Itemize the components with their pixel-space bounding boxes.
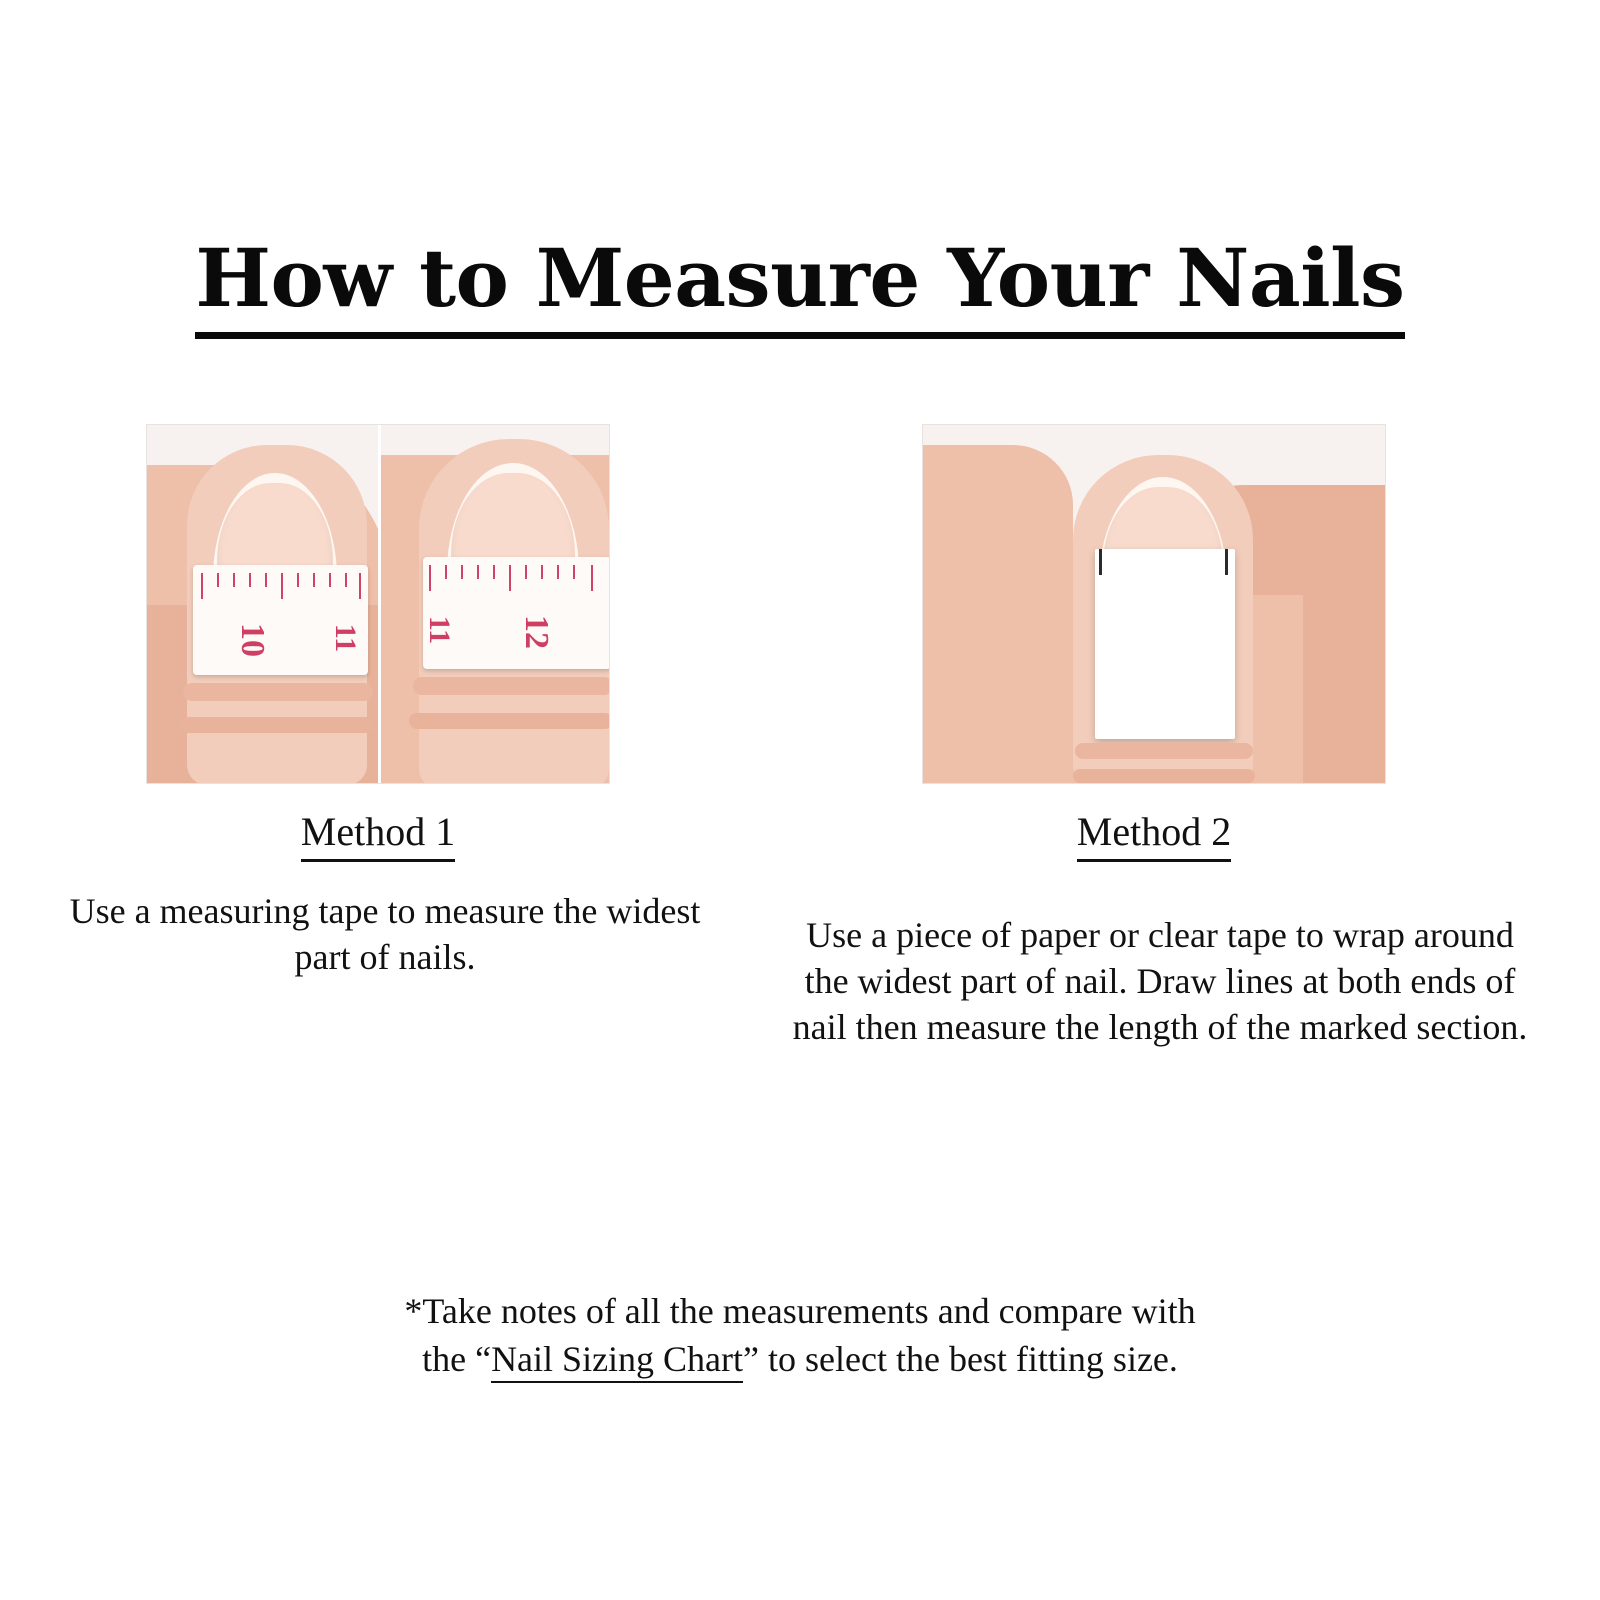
tape-number: 11 [423, 615, 457, 645]
method-1-label: Method 1 [301, 810, 455, 862]
method-2-figure [922, 424, 1386, 784]
footnote [200, 1288, 1400, 1383]
measuring-tape-on-thumb-photo [146, 424, 610, 784]
footnote-line-1: *Take notes of all the measurements and compare with [404, 1291, 1196, 1331]
method-2-label: Method 2 [1077, 810, 1231, 862]
tape-number: 11 [329, 623, 363, 653]
paper-strip-on-thumb-photo [922, 424, 1386, 784]
method-2-description: Use a piece of paper or clear tape to wrap around the widest part of nail. Draw lines at both ends of nail then measure the length of the marked section. [792, 915, 1528, 1048]
footnote-line-2 [200, 1336, 1400, 1384]
method-1-description: Use a measuring tape to measure the widest part of nails. [69, 891, 701, 978]
page-title-container [0, 231, 1600, 339]
method-2-caption [922, 810, 1386, 862]
footnote-line-2-after: ” to select the best fitting size. [743, 1338, 1178, 1379]
tape-number: 12 [518, 615, 555, 649]
footnote-line-2-before: the “ [422, 1338, 492, 1379]
figures-row [0, 424, 1600, 784]
method-1-caption [146, 810, 610, 862]
nail-sizing-chart-term: Nail Sizing Chart [491, 1339, 743, 1383]
page-title: How to Measure Your Nails [195, 238, 1404, 339]
tape-number: 10 [234, 623, 271, 657]
method-1-figure [146, 424, 610, 784]
